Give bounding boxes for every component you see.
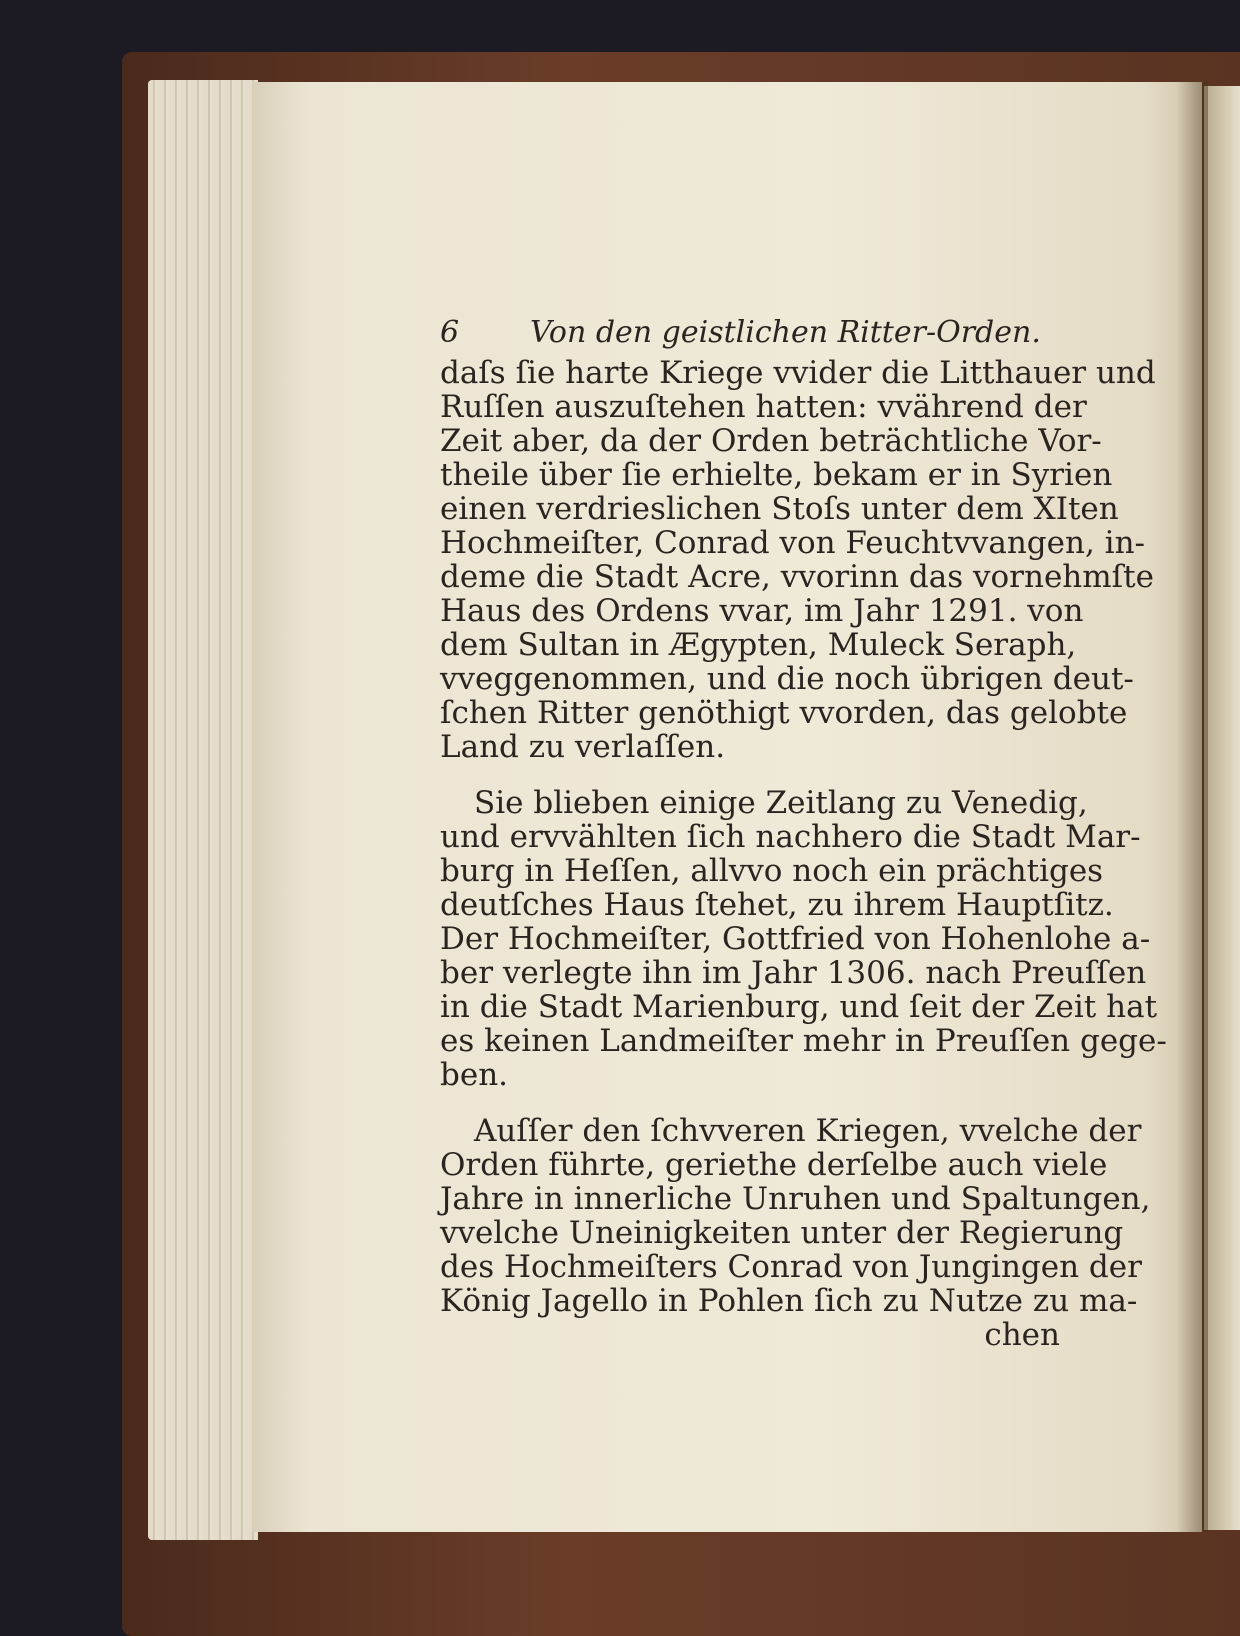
text-line: Auſſer den ſchvveren Kriegen, vvelche der	[474, 1113, 1142, 1149]
text-line: vvelche Uneinigkeiten unter der Regierung	[440, 1215, 1124, 1251]
text-line: des Hochmeiſters Conrad von Jungingen der	[440, 1249, 1142, 1285]
text-line: ber verlegte ihn im Jahr 1306. nach Preuſſen	[440, 955, 1147, 991]
text-line: Zeit aber, da der Orden beträchtliche Vor-	[440, 423, 1102, 459]
text-line: deme die Stadt Acre, vvorinn das vornehmſte	[440, 559, 1154, 595]
text-line: König Jagello in Pohlen ſich zu Nutze zu ma-	[440, 1283, 1138, 1319]
page-edges	[148, 80, 258, 1540]
text-line: Land zu verlaſſen.	[440, 729, 726, 765]
text-line: daſs ſie harte Kriege vvider die Litthauer und	[440, 355, 1156, 391]
page-text	[440, 315, 1167, 1353]
catchword: chen	[984, 1317, 1060, 1353]
paragraph-1	[440, 355, 1156, 765]
text-line: ben.	[440, 1057, 509, 1093]
text-line: Haus des Ordens vvar, im Jahr 1291. von	[440, 593, 1084, 629]
text-line: ſchen Ritter genöthigt vvorden, das gelobte	[440, 695, 1128, 731]
text-line: vveggenommen, und die noch übrigen deut-	[440, 661, 1134, 697]
facing-page-edge	[1204, 86, 1240, 1530]
page-header	[440, 316, 1100, 350]
text-line: Der Hochmeiſter, Gottfried von Hohenlohe a-	[440, 921, 1151, 957]
page-number: 6	[440, 315, 460, 350]
text-line: es keinen Landmeiſter mehr in Preuſſen gege-	[440, 1023, 1167, 1059]
text-line: Ruſſen auszuſtehen hatten: vvährend der	[440, 389, 1087, 425]
text-line: burg in Heſſen, allvvo noch ein prächtiges	[440, 853, 1104, 889]
text-line: dem Sultan in Ægypten, Muleck Seraph,	[440, 627, 1077, 663]
text-line: Hochmeiſter, Conrad von Feuchtvvangen, in-	[440, 525, 1146, 561]
paragraph-3	[440, 1113, 1151, 1319]
text-line: und ervvählten ſich nachhero die Stadt Mar-	[440, 819, 1141, 855]
text-line: einen verdrieslichen Stoſs unter dem XIten	[440, 491, 1119, 527]
paragraph-2	[440, 785, 1167, 1093]
gutter-shadow	[1176, 82, 1208, 1532]
text-line: theile über ſie erhielte, bekam er in Syrien	[440, 457, 1113, 493]
text-line: Orden führte, geriethe derſelbe auch viele	[440, 1147, 1108, 1183]
running-title: Von den geistlichen Ritter-Orden.	[530, 315, 1041, 350]
text-line: Sie blieben einige Zeitlang zu Venedig,	[474, 785, 1088, 821]
text-line: Jahre in innerliche Unruhen und Spaltungen,	[440, 1181, 1151, 1217]
text-line: in die Stadt Marienburg, und ſeit der Zeit hat	[440, 989, 1158, 1025]
text-line: deutſches Haus ſtehet, zu ihrem Hauptſitz.	[440, 887, 1114, 923]
